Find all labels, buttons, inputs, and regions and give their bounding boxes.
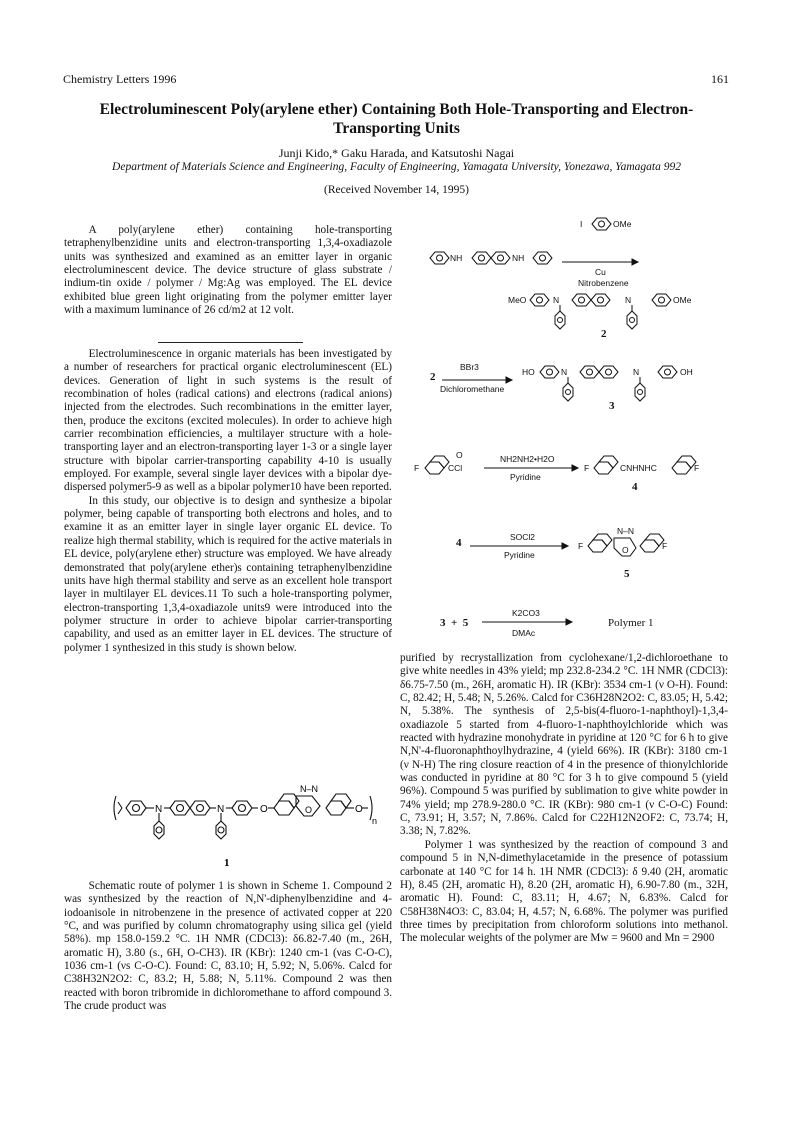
polymer-oxadiazole-nn: N–N [300, 784, 319, 794]
scheme-oh: OH [680, 367, 693, 377]
scheme-k2co3: K2CO3 [512, 608, 540, 618]
polymer-n-right: N [217, 804, 225, 815]
scheme-o-oxadiazole: O [622, 545, 629, 555]
page-number: 161 [711, 72, 729, 86]
scheme-ho: HO [522, 367, 535, 377]
scheme-n-2a: N [553, 295, 560, 305]
affiliation: Department of Materials Science and Engineering, Faculty of Engineering, Yamagata University, Yonezawa, Yamagata 992 [112, 161, 681, 173]
journal-name: Chemistry Letters 1996 [63, 72, 177, 86]
scheme-pyridine-1: Pyridine [510, 472, 541, 482]
scheme-socl2: SOCl2 [510, 532, 536, 542]
scheme-pyridine-2: Pyridine [504, 550, 535, 560]
scheme-ome-2: OMe [673, 295, 692, 305]
scheme-reactant-4: 4 [456, 537, 462, 549]
scheme-1 [400, 212, 730, 652]
scheme-nitrobenzene: Nitrobenzene [578, 278, 629, 288]
scheme-hydrazine: NH2NH2•H2O [500, 454, 555, 464]
scheme-dcm: Dichloromethane [440, 384, 505, 394]
scheme-compound-3: 3 [609, 400, 615, 412]
scheme-f-5-right: F [662, 541, 668, 551]
polymer-1-structure [64, 766, 392, 876]
polymer-oxadiazole-o: O [305, 805, 313, 815]
polymer-o-ether-2: O [355, 804, 363, 815]
scheme-dmac: DMAc [512, 628, 536, 638]
route-paragraph: Schematic route of polymer 1 is shown in Scheme 1. Compound 2 was synthesized by the reaction of N,N'-diphenylbenzidine and 4-iodoanisole in nitrobenzene in the presence of activated copper at 220 °C, and was purified by column chromatography using silica gel (yield 58%). mp 158.0-159.2 °C. 1H NMR (CDCl3): δ6.82-7.40 (m., 26H, aromatic H), 3.80 (s., 6H, O-CH3). IR (KBr): 1240 cm-1 (νas C-O-C), 1036 cm-1 (νs C-O-C). Found: C, 83.10; H, 5.92; N, 5.06%. Calcd for C38H32N2O2: C, 83.2; H, 5.88; N, 5.11%. Compound 2 was then reacted with boron tribromide in dichloromethane to afford compound 3. The crude product was [64, 880, 392, 1013]
scheme-n-3a: N [561, 367, 568, 377]
scheme-f-4-right: F [694, 463, 700, 473]
scheme-bbr3: BBr3 [460, 362, 479, 372]
right-paragraph-1: purified by recrystallization from cyclohexane/1,2-dichloroethane to give white needles in 43% yield; mp 232.8-234.2 °C. 1H NMR (CDCl3): δ6.75-7.50 (m., 26H, aromatic H). IR (KBr): 3534 cm-1 (ν O-H). Found: C, 82.42; H, 5.48; N, 5.26%. Calcd for C36H28N2O2: C, 83.05; H, 5.42; N, 5.38%. The synthesis of 2,5-bis(4-fluoro-1-naphthoyl)-1,3,4-oxadiazole 5 started from 4-fluoro-1-naphthoylchloride which was reacted with hydrazine monohydrate in pyridine at 120 °C for 6 h to give N,N'-4-fluoronaphthoylhydrazine, 4 (yield 66%). IR (KBr): 3180 cm-1 (ν N-H) The ring closure reaction of 4 in the presence of thionylchloride was conducted in pyridine at 80 °C for 3 h to give compound 5 (yield 96%). Compound 5 was purified by sublimation to give white powder in 74% yield; mp 278.9-280.0 °C. IR (KBr): 980 cm-1 (ν C-O-C) Found: C, 73.91; H, 3.57; N, 7.86%. Calcd for C22H12N2OF2: C, 73.74; H, 3.38; N, 7.82%. [400, 652, 728, 838]
scheme-compound-4: 4 [632, 481, 638, 493]
authors: Junji Kido,* Gaku Harada, and Katsutoshi Nagai [278, 146, 515, 160]
scheme-reactant-2: 2 [430, 371, 436, 383]
abstract [64, 224, 392, 317]
paper-title: Electroluminescent Poly(arylene ether) Containing Both Hole-Transporting and Electron-Transporting Units [99, 101, 694, 137]
intro-paragraph-2: In this study, our objective is to design and synthesize a bipolar polymer, being capable of transporting both electrons and holes, and to examine it as an emitter layer in single layer organic EL device. To realize high thermal stability, which is required for the active materials in EL device, poly(arylene ether) structure was employed. We have already demonstrated that poly(arylene ether)s containing tetraphenylbenzidine units have high thermal stability and serve as an excellent hole transport layer in multilayer EL devices.11 To such a hole-transporting polymer, electron-transporting 1,3,4-oxadiazole units9 were introduced into the polymer structure in order to achieve bipolar carrier-transporting capability, and used as an emitter layer in EL devices. The structure of polymer 1 synthesized in this study is shown below. [64, 494, 392, 654]
scheme-ccl: CCl [448, 463, 463, 473]
scheme-n-2b: N [625, 295, 632, 305]
scheme-iodoanisole-ome: OMe [613, 219, 632, 229]
polymer-o-ether-1: O [260, 804, 268, 815]
received-date: (Received November 14, 1995) [324, 184, 469, 196]
scheme-o-carbonyl: O [456, 450, 463, 460]
polymer-n-left: N [155, 804, 163, 815]
synthesis-route-text [64, 880, 392, 1013]
abstract-text: A poly(arylene ether) containing hole-transporting tetraphenylbenzidine units and electron-transporting 1,3,4-oxadiazole units was synthesized and examined as an emitter layer in organic electroluminescent device. The device structure of glass substrate / indium-tin oxide / polymer / Mg:Ag was employed. The EL device exhibited blue green light originating from the polymer emitter layer with a maximum luminance of 26 cd/m2 at 12 volt. [64, 224, 392, 317]
scheme-cu: Cu [595, 267, 606, 277]
scheme-polymer-1: Polymer 1 [608, 617, 654, 629]
scheme-f-4-left: F [584, 463, 590, 473]
polymer-1-svg [64, 766, 392, 876]
polymer-label: 1 [224, 857, 230, 869]
scheme-iodoanisole-i: I [580, 219, 583, 229]
polymer-repeat-n: n [372, 816, 378, 826]
scheme-cnhnhc: CNHNHC [620, 463, 657, 473]
scheme-compound-5: 5 [624, 568, 630, 580]
introduction [64, 348, 392, 655]
scheme-f-5-left: F [578, 541, 584, 551]
scheme-reactants-3-5: 3 + 5 [440, 617, 469, 629]
scheme-nn: N–N [617, 526, 635, 536]
scheme-n-3b: N [633, 367, 640, 377]
scheme-meo: MeO [508, 295, 527, 305]
scheme-nh-left: NH [450, 253, 463, 263]
scheme-compound-2: 2 [601, 328, 607, 340]
scheme-nh-right: NH [512, 253, 525, 263]
right-paragraph-2: Polymer 1 was synthesized by the reaction of compound 3 and compound 5 in N,N-dimethylacetamide in the presence of potassium carbonate at 140 °C for 14 h. 1H NMR (CDCl3): δ 9.40 (2H, aromatic H), 8.45 (2H, aromatic H), 8.20 (2H, aromatic H), 6.90-7.80 (m., 32H, aromatic H). Found: C, 83.11; H, 4.67; N, 6.83%. Calcd for C58H38N4O3: C, 83.04; H, 4.57; N, 6.68%. The polymer was purified three times by precipitation from chloroform solutions into methanol. The molecular weights of the polymer are Mw = 9600 and Mn = 2900 [400, 838, 728, 945]
right-column-text [400, 652, 728, 946]
abstract-divider [158, 342, 303, 343]
scheme-f-naphthoylchloride: F [414, 463, 420, 473]
scheme-1-svg [400, 212, 730, 652]
intro-paragraph-1: Electroluminescence in organic materials has been investigated by a number of researchers for practical organic electroluminescent (EL) devices. Generation of light in such systems is the result of recombination of holes (radical cations) and electrons (radical anions) injected from the electrodes. Such recombinations in the emitter layer, then, produce the excitons (excited molecules). In order to achieve high carrier recombination efficiencies, a multilayer structure with a hole-transporting layer and an electron-transporting layer 1-3 or a single layer structure with bipolar carrier-transporting capability 4-10 is usually employed. For example, several single layer devices with a bipolar dye-dispersed polymer5-9 as well as a bipolar polymer10 have been reported. [64, 348, 392, 494]
